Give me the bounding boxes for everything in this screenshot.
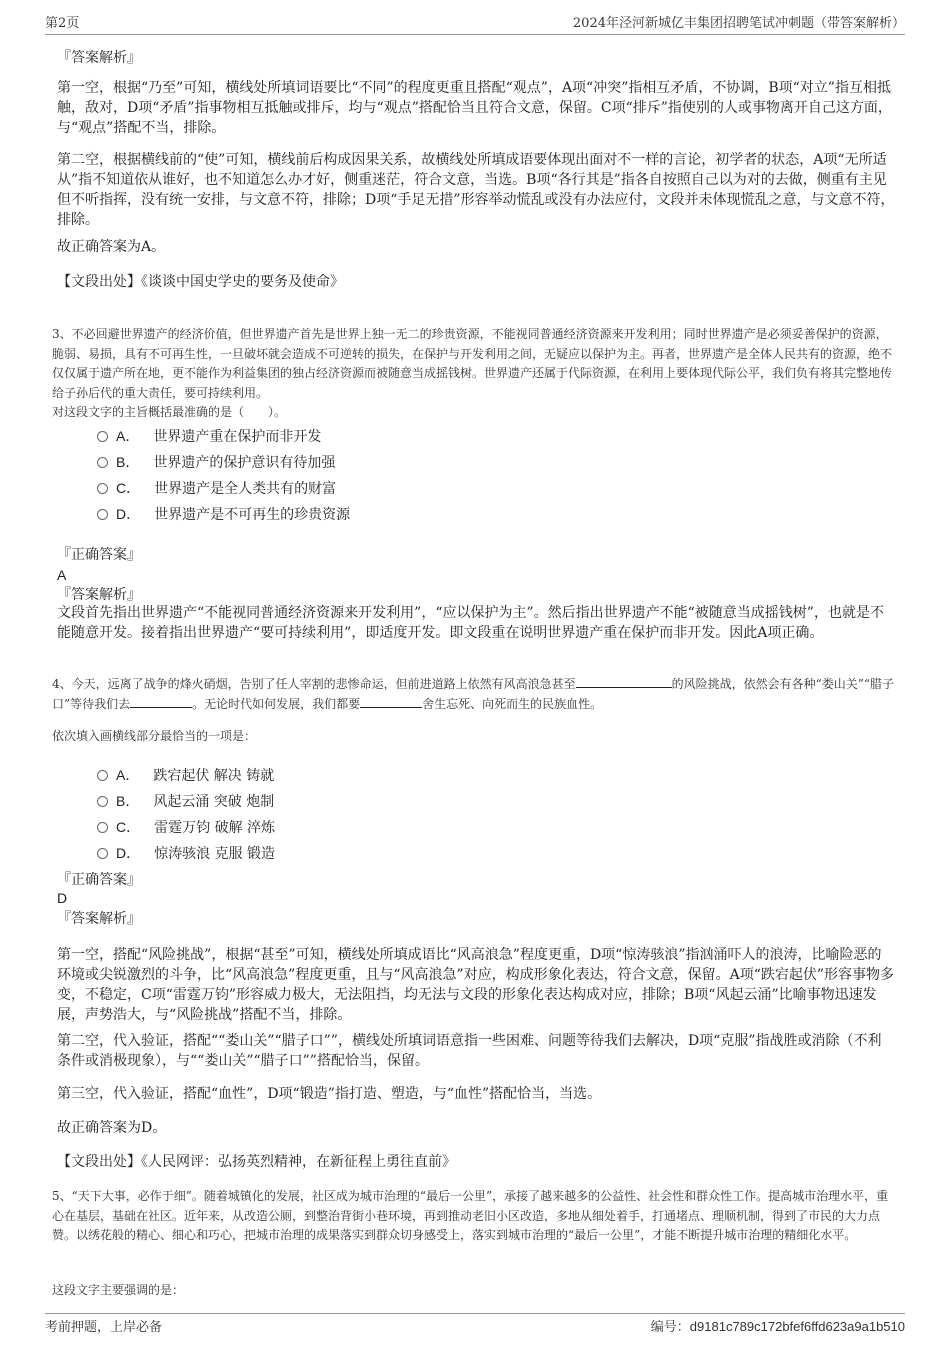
option-letter: D． bbox=[116, 845, 141, 861]
option-text: 世界遗产是不可再生的珍贵资源 bbox=[154, 507, 351, 523]
page-number: 第2页 bbox=[45, 16, 80, 31]
q4-stem-part: 舍生忘死、向死而生的民族血性。 bbox=[422, 696, 603, 711]
q4-question: 依次填入画横线部分最恰当的一项是： bbox=[52, 729, 257, 743]
radio-icon[interactable] bbox=[97, 431, 108, 442]
page-footer bbox=[45, 1313, 905, 1335]
q4-analysis-p2: 第二空，代入验证，搭配““娄山关”“腊子口””，横线处所填词语意指一些困难、问题等待我们去解决，D项“克服”指战胜或消除（不利条件或消极现象），与““娄山关”“腊子口””搭配恰当，保留。 bbox=[57, 1033, 882, 1069]
q3-answer-label: 『正确答案』 bbox=[57, 547, 141, 563]
q5-stem: 5、“天下大事，必作于细”。随着城镇化的发展，社区成为城市治理的“最后一公里”，承接了越来越多的公益性、社会性和群众性工作。提高城市治理水平，重心在基层，基础在社区。近年来，从改造公厕，到整治背街小巷环境，再到推动老旧小区改造，多地从细处着手，打通堵点、理顺机制，得到了市民的大力点赞。以绣花般的精心、细心和巧心，把城市治理的成果落实到群众切身感受上，落实到城市治理的“最后一公里”，才能不断提升城市治理的精细化水平。 bbox=[52, 1189, 889, 1242]
q2-analysis-p2: 第二空，根据横线前的“使”可知，横线前后构成因果关系，故横线处所填成语要体现出面对不一样的言论，初学者的状态，A项“无所适从”指不知道依从谁好，也不知道怎么办才好，侧重迷茫，符合文意，当选。B项“各行其是”指各自按照自己以为对的去做，侧重有主见但不听指挥，没有统一安排，与文意不符，排除；D项“手足无措”形容举动慌乱或没有办法应付，文段并未体现慌乱之意，与文意不符，排除。 bbox=[57, 152, 895, 228]
q4-stem-part: 的风险挑战，依然会有各种“娄山关”“腊子口”等待我们去 bbox=[52, 677, 895, 711]
option-text: 世界遗产重在保护而非开发 bbox=[153, 429, 322, 445]
radio-icon[interactable] bbox=[97, 848, 108, 859]
q3-analysis: 文段首先指出世界遗产“不能视同普通经济资源来开发利用”，“应以保护为主”。然后指出世界遗产不能“被随意当成摇钱树”，也就是不能随意开发。接着指出世界遗产“要可持续利用”，即适度开发。即文段重在说明世界遗产重在保护而非开发。因此A项正确。 bbox=[57, 605, 884, 641]
option-letter: C． bbox=[116, 480, 141, 496]
fill-blank-2 bbox=[130, 695, 192, 708]
q4-answer-label: 『正确答案』 bbox=[57, 872, 141, 888]
q2-analysis-label: 『答案解析』 bbox=[57, 50, 141, 66]
option-text: 雷霆万钧 破解 淬炼 bbox=[154, 820, 276, 836]
fill-blank-1 bbox=[576, 675, 672, 688]
q4-option-c[interactable] bbox=[97, 817, 275, 837]
q4-option-d[interactable] bbox=[97, 843, 275, 863]
q4-stem-part: 4、今天，远离了战争的烽火硝烟，告别了任人宰割的悲惨命运，但前进道路上依然有风高浪急甚至 bbox=[52, 677, 576, 691]
option-letter: A． bbox=[116, 767, 140, 783]
option-letter: B． bbox=[116, 454, 140, 470]
q3-analysis-label: 『答案解析』 bbox=[57, 587, 141, 603]
document-id: 编号：d9181c789c172bfef6ffd623a9a1b510 bbox=[650, 1319, 905, 1334]
q4-option-a[interactable] bbox=[97, 765, 274, 785]
radio-icon[interactable] bbox=[97, 770, 108, 781]
option-letter: D． bbox=[116, 506, 141, 522]
fill-blank-3 bbox=[360, 695, 422, 708]
page-header bbox=[45, 12, 905, 35]
q2-source: 【文段出处】《谈谈中国史学史的要务及使命》 bbox=[57, 274, 344, 290]
radio-icon[interactable] bbox=[97, 509, 108, 520]
option-letter: C． bbox=[116, 819, 141, 835]
q3-answer: A bbox=[57, 567, 67, 583]
q5-question: 这段文字主要强调的是： bbox=[52, 1283, 185, 1297]
radio-icon[interactable] bbox=[97, 483, 108, 494]
q4-analysis-p1: 第一空，搭配“风险挑战”，根据“甚至”可知，横线处所填成语比“风高浪急”程度更重，D项“惊涛骇浪”指汹涌吓人的浪涛，比喻险恶的环境或尖锐激烈的斗争，比“风高浪急”程度更重，且与“风高浪急”对应，构成形象化表达，符合文意，保留。A项“跌宕起伏”形容事物多变，不稳定，C项“雷霆万钧”形容威力极大，无法阻挡，均无法与文段的形象化表达构成对应，排除；B项“风起云涌”比喻事物迅速发展，声势浩大，与“风险挑战”搭配不当，排除。 bbox=[57, 947, 895, 1023]
q4-analysis-label: 『答案解析』 bbox=[57, 911, 141, 927]
q3-stem: 3、不必回避世界遗产的经济价值，但世界遗产首先是世界上独一无二的珍贵资源，不能视同普通经济资源来开发利用；同时世界遗产是必须妥善保护的资源，脆弱、易损，具有不可再生性，一旦破坏就会造成不可逆转的损失，在保护与开发利用之间，无疑应以保护为主。再者，世界遗产是全体人民共有的资源，绝不仅仅属于遗产所在地，更不能作为利益集团的独占经济资源而被随意当成摇钱树。世界遗产还属于代际资源，在利用上要体现代际公平，我们负有将其完整地传给子孙后代的重大责任，要可持续利用。 bbox=[52, 327, 893, 400]
document-title: 2024年泾河新城亿丰集团招聘笔试冲刺题（带答案解析） bbox=[572, 16, 905, 31]
q4-analysis-p3: 第三空，代入验证，搭配“血性”，D项“锻造”指打造、塑造，与“血性”搭配恰当，当选。 bbox=[57, 1086, 602, 1102]
q4-conclusion: 故正确答案为D。 bbox=[57, 1120, 167, 1136]
option-text: 风起云涌 突破 炮制 bbox=[153, 794, 275, 810]
option-letter: B． bbox=[116, 793, 140, 809]
radio-icon[interactable] bbox=[97, 796, 108, 807]
q4-source: 【文段出处】《人民网评：弘扬英烈精神，在新征程上勇往直前》 bbox=[57, 1154, 456, 1170]
option-text: 世界遗产是全人类共有的财富 bbox=[154, 481, 337, 497]
q3-option-c[interactable] bbox=[97, 478, 336, 498]
q4-stem bbox=[52, 675, 895, 714]
q2-analysis-p1: 第一空，根据“乃至”可知，横线处所填词语要比“不同”的程度更重且搭配“观点”，A项“冲突”指相互矛盾，不协调，B项“对立”指互相抵触，敌对，D项“矛盾”指事物相互抵触或排斥，均与“观点”搭配恰当且符合文意，保留。C项“排斥”指使别的人或事物离开自己这方面，与“观点”搭配不当，排除。 bbox=[57, 80, 892, 136]
q4-answer: D bbox=[57, 890, 68, 906]
radio-icon[interactable] bbox=[97, 457, 108, 468]
option-text: 惊涛骇浪 克服 锻造 bbox=[154, 846, 276, 862]
option-letter: A． bbox=[116, 428, 140, 444]
q3-option-a[interactable] bbox=[97, 426, 321, 446]
q4-stem-part: 。无论时代如何发展，我们都要 bbox=[192, 696, 361, 711]
q2-conclusion: 故正确答案为A。 bbox=[57, 239, 166, 255]
footer-slogan: 考前押题，上岸必备 bbox=[45, 1320, 163, 1335]
option-text: 跌宕起伏 解决 铸就 bbox=[153, 768, 275, 784]
q3-option-b[interactable] bbox=[97, 452, 335, 472]
q3-option-d[interactable] bbox=[97, 504, 350, 524]
q3-question: 对这段文字的主旨概括最准确的是（ ）。 bbox=[52, 405, 287, 419]
radio-icon[interactable] bbox=[97, 822, 108, 833]
option-text: 世界遗产的保护意识有待加强 bbox=[153, 455, 336, 471]
q4-option-b[interactable] bbox=[97, 791, 274, 811]
